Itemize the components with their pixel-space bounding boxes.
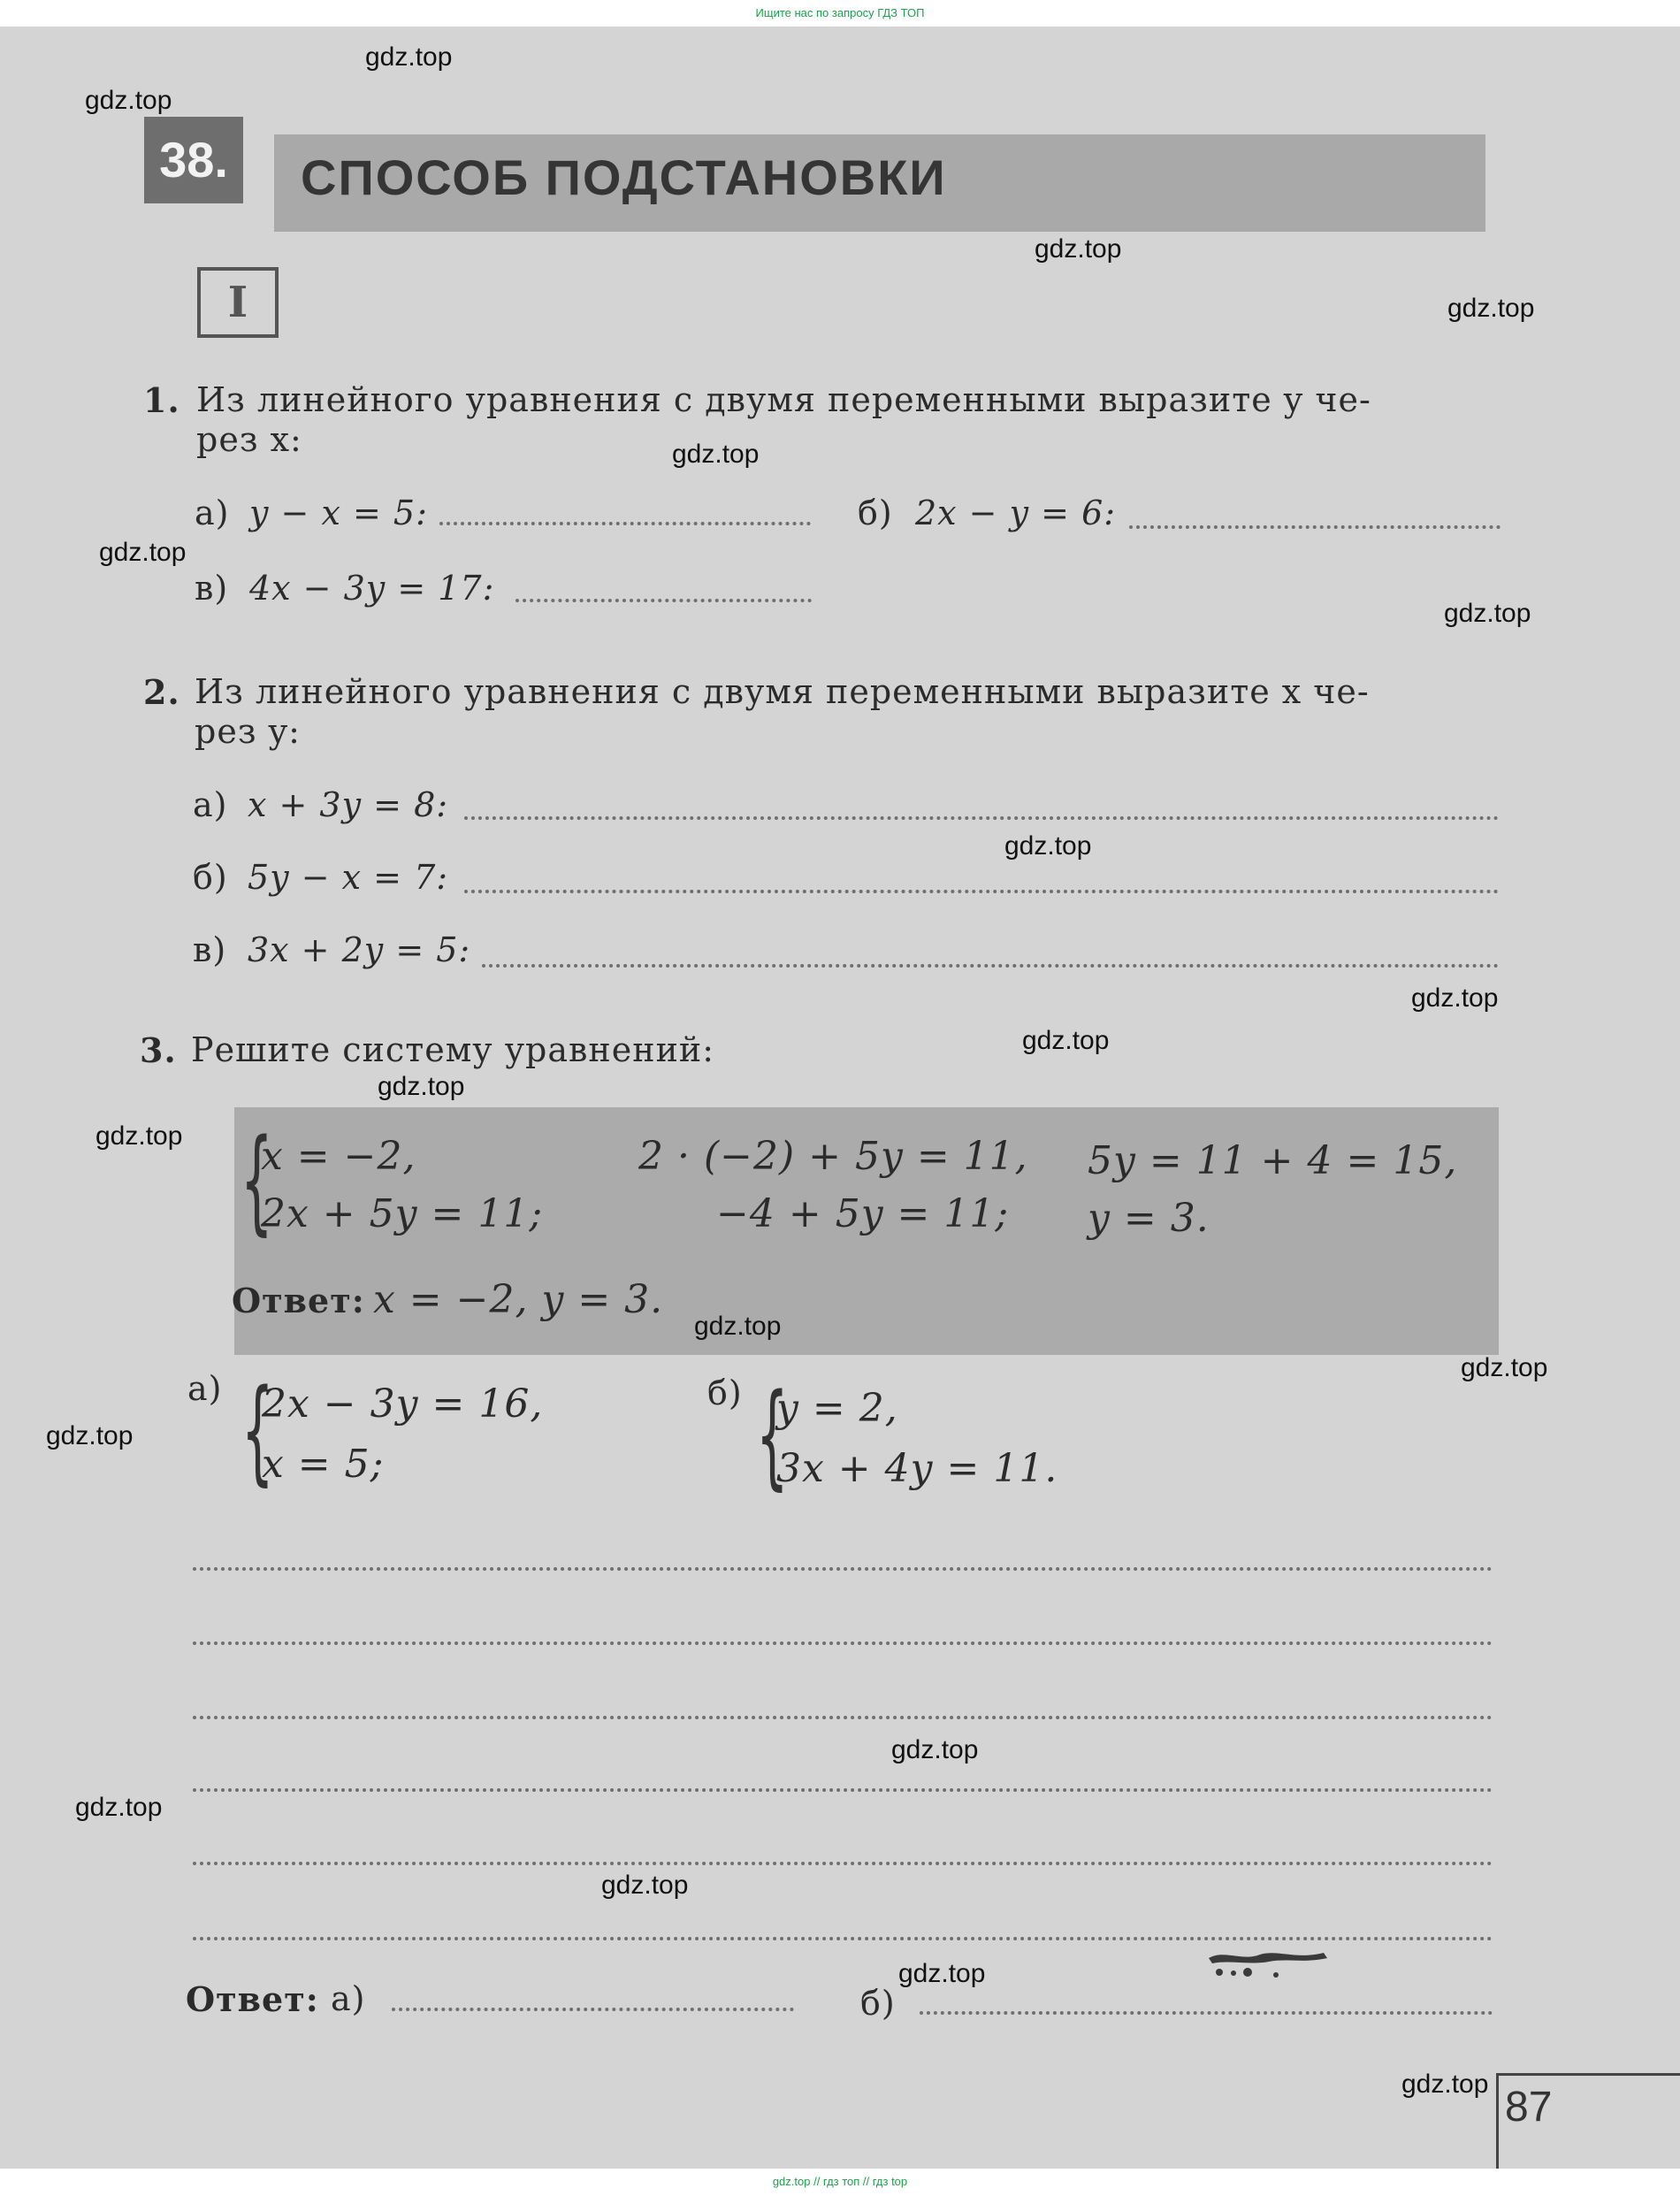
watermark: gdz.top [75, 1793, 163, 1822]
workbook-page [0, 27, 1680, 2169]
task3-b-system-line1: y = 2, [776, 1386, 898, 1431]
task2-b-equation: 5y − x = 7: [248, 858, 449, 897]
task3-answer-b-line[interactable] [920, 2011, 1493, 2015]
bottom-banner[interactable]: gdz.top // гдз топ // гдз top [772, 2175, 908, 2188]
task3-answer-label: Ответ: [186, 1979, 319, 2019]
task3-b-label: б) [707, 1373, 743, 1412]
example-step2: −4 + 5y = 11; [716, 1191, 1010, 1236]
task2-c-label: в) [193, 930, 227, 969]
task1-b-label: б) [858, 494, 893, 532]
section-title: СПОСОБ ПОДСТАНОВКИ [301, 149, 947, 205]
task2-text-line2: рез y: [195, 712, 301, 751]
task3-text: Решите систему уравнений: [191, 1030, 715, 1069]
task1-a-equation: y − x = 5: [249, 494, 428, 532]
example-step4: y = 3. [1088, 1196, 1210, 1241]
task2-number: 2. [143, 672, 180, 712]
task2-text-line1: Из линейного уравнения с двумя переменными выразите x че- [195, 672, 1370, 711]
page-number: 87 [1505, 2084, 1553, 2131]
example-answer-label: Ответ: [232, 1281, 365, 1320]
watermark: gdz.top [46, 1421, 134, 1450]
task3-answer-b-label: б) [860, 1984, 896, 2023]
watermark: gdz.top [378, 1072, 465, 1101]
example-step1: 2 · (−2) + 5y = 11, [638, 1134, 1028, 1179]
example-system-line2: 2x + 5y = 11; [261, 1191, 544, 1236]
watermark: gdz.top [898, 1959, 986, 1988]
solution-line-5[interactable] [193, 1862, 1493, 1865]
task2-c-answer-line[interactable] [482, 964, 1499, 968]
task1-text-line1: Из линейного уравнения с двумя переменными выразите y че- [196, 380, 1371, 419]
task1-a-answer-line[interactable] [439, 522, 811, 525]
task3-a-system-line1: 2x − 3y = 16, [262, 1381, 544, 1427]
solution-line-2[interactable] [193, 1641, 1493, 1645]
task3-b-brace: { [756, 1370, 789, 1502]
task2-a-answer-line[interactable] [464, 816, 1499, 820]
task2-c-equation: 3x + 2y = 5: [248, 930, 471, 969]
task3-a-brace: { [241, 1366, 274, 1497]
watermark: gdz.top [1444, 599, 1531, 628]
task2-b-label: б) [193, 858, 228, 897]
task1-c-equation: 4x − 3y = 17: [249, 569, 495, 608]
watermark: gdz.top [1461, 1353, 1548, 1382]
solution-line-3[interactable] [193, 1716, 1493, 1719]
watermark: gdz.top [694, 1312, 782, 1341]
example-answer-value: x = −2, y = 3. [373, 1277, 664, 1322]
task1-b-answer-line[interactable] [1129, 525, 1501, 529]
task2-a-equation: x + 3y = 8: [248, 785, 449, 824]
watermark: gdz.top [1447, 294, 1535, 323]
ink-blot [1207, 1946, 1331, 1981]
task3-a-system-line2: x = 5; [262, 1442, 385, 1487]
task2-a-label: а) [193, 785, 228, 824]
task3-b-system-line2: 3x + 4y = 11. [776, 1446, 1058, 1491]
watermark: gdz.top [85, 86, 172, 115]
task1-b-equation: 2x − y = 6: [915, 494, 1117, 532]
watermark: gdz.top [1035, 234, 1122, 264]
watermark: gdz.top [1401, 2070, 1489, 2099]
solution-line-1[interactable] [193, 1567, 1493, 1571]
watermark: gdz.top [1022, 1026, 1110, 1055]
example-step3: 5y = 11 + 4 = 15, [1088, 1138, 1458, 1183]
example-brace: { [241, 1115, 273, 1247]
task1-c-answer-line[interactable] [515, 599, 812, 602]
watermark: gdz.top [672, 440, 760, 469]
watermark: gdz.top [1411, 983, 1499, 1013]
task3-answer-a-label: а) [331, 1979, 366, 2018]
task2-b-answer-line[interactable] [464, 890, 1499, 893]
example-system-line1: x = −2, [261, 1134, 416, 1179]
task3-a-label: а) [187, 1369, 223, 1408]
task3-number: 3. [140, 1030, 177, 1070]
solution-line-6[interactable] [193, 1937, 1493, 1940]
task1-c-label: в) [195, 569, 229, 608]
watermark: gdz.top [1004, 831, 1092, 861]
task1-number: 1. [143, 380, 180, 420]
watermark: gdz.top [891, 1735, 979, 1764]
task1-text-line2: рез x: [196, 420, 302, 459]
watermark: gdz.top [99, 538, 187, 567]
level-marker: I [197, 267, 279, 338]
watermark: gdz.top [601, 1871, 689, 1900]
task3-answer-a-line[interactable] [392, 2008, 794, 2011]
watermark: gdz.top [95, 1121, 183, 1151]
task1-a-label: а) [195, 494, 230, 532]
top-banner[interactable]: Ищите нас по запросу ГДЗ ТОП [755, 6, 925, 19]
watermark: gdz.top [365, 42, 453, 72]
section-number: 38. [144, 117, 243, 203]
solution-line-4[interactable] [193, 1788, 1493, 1792]
